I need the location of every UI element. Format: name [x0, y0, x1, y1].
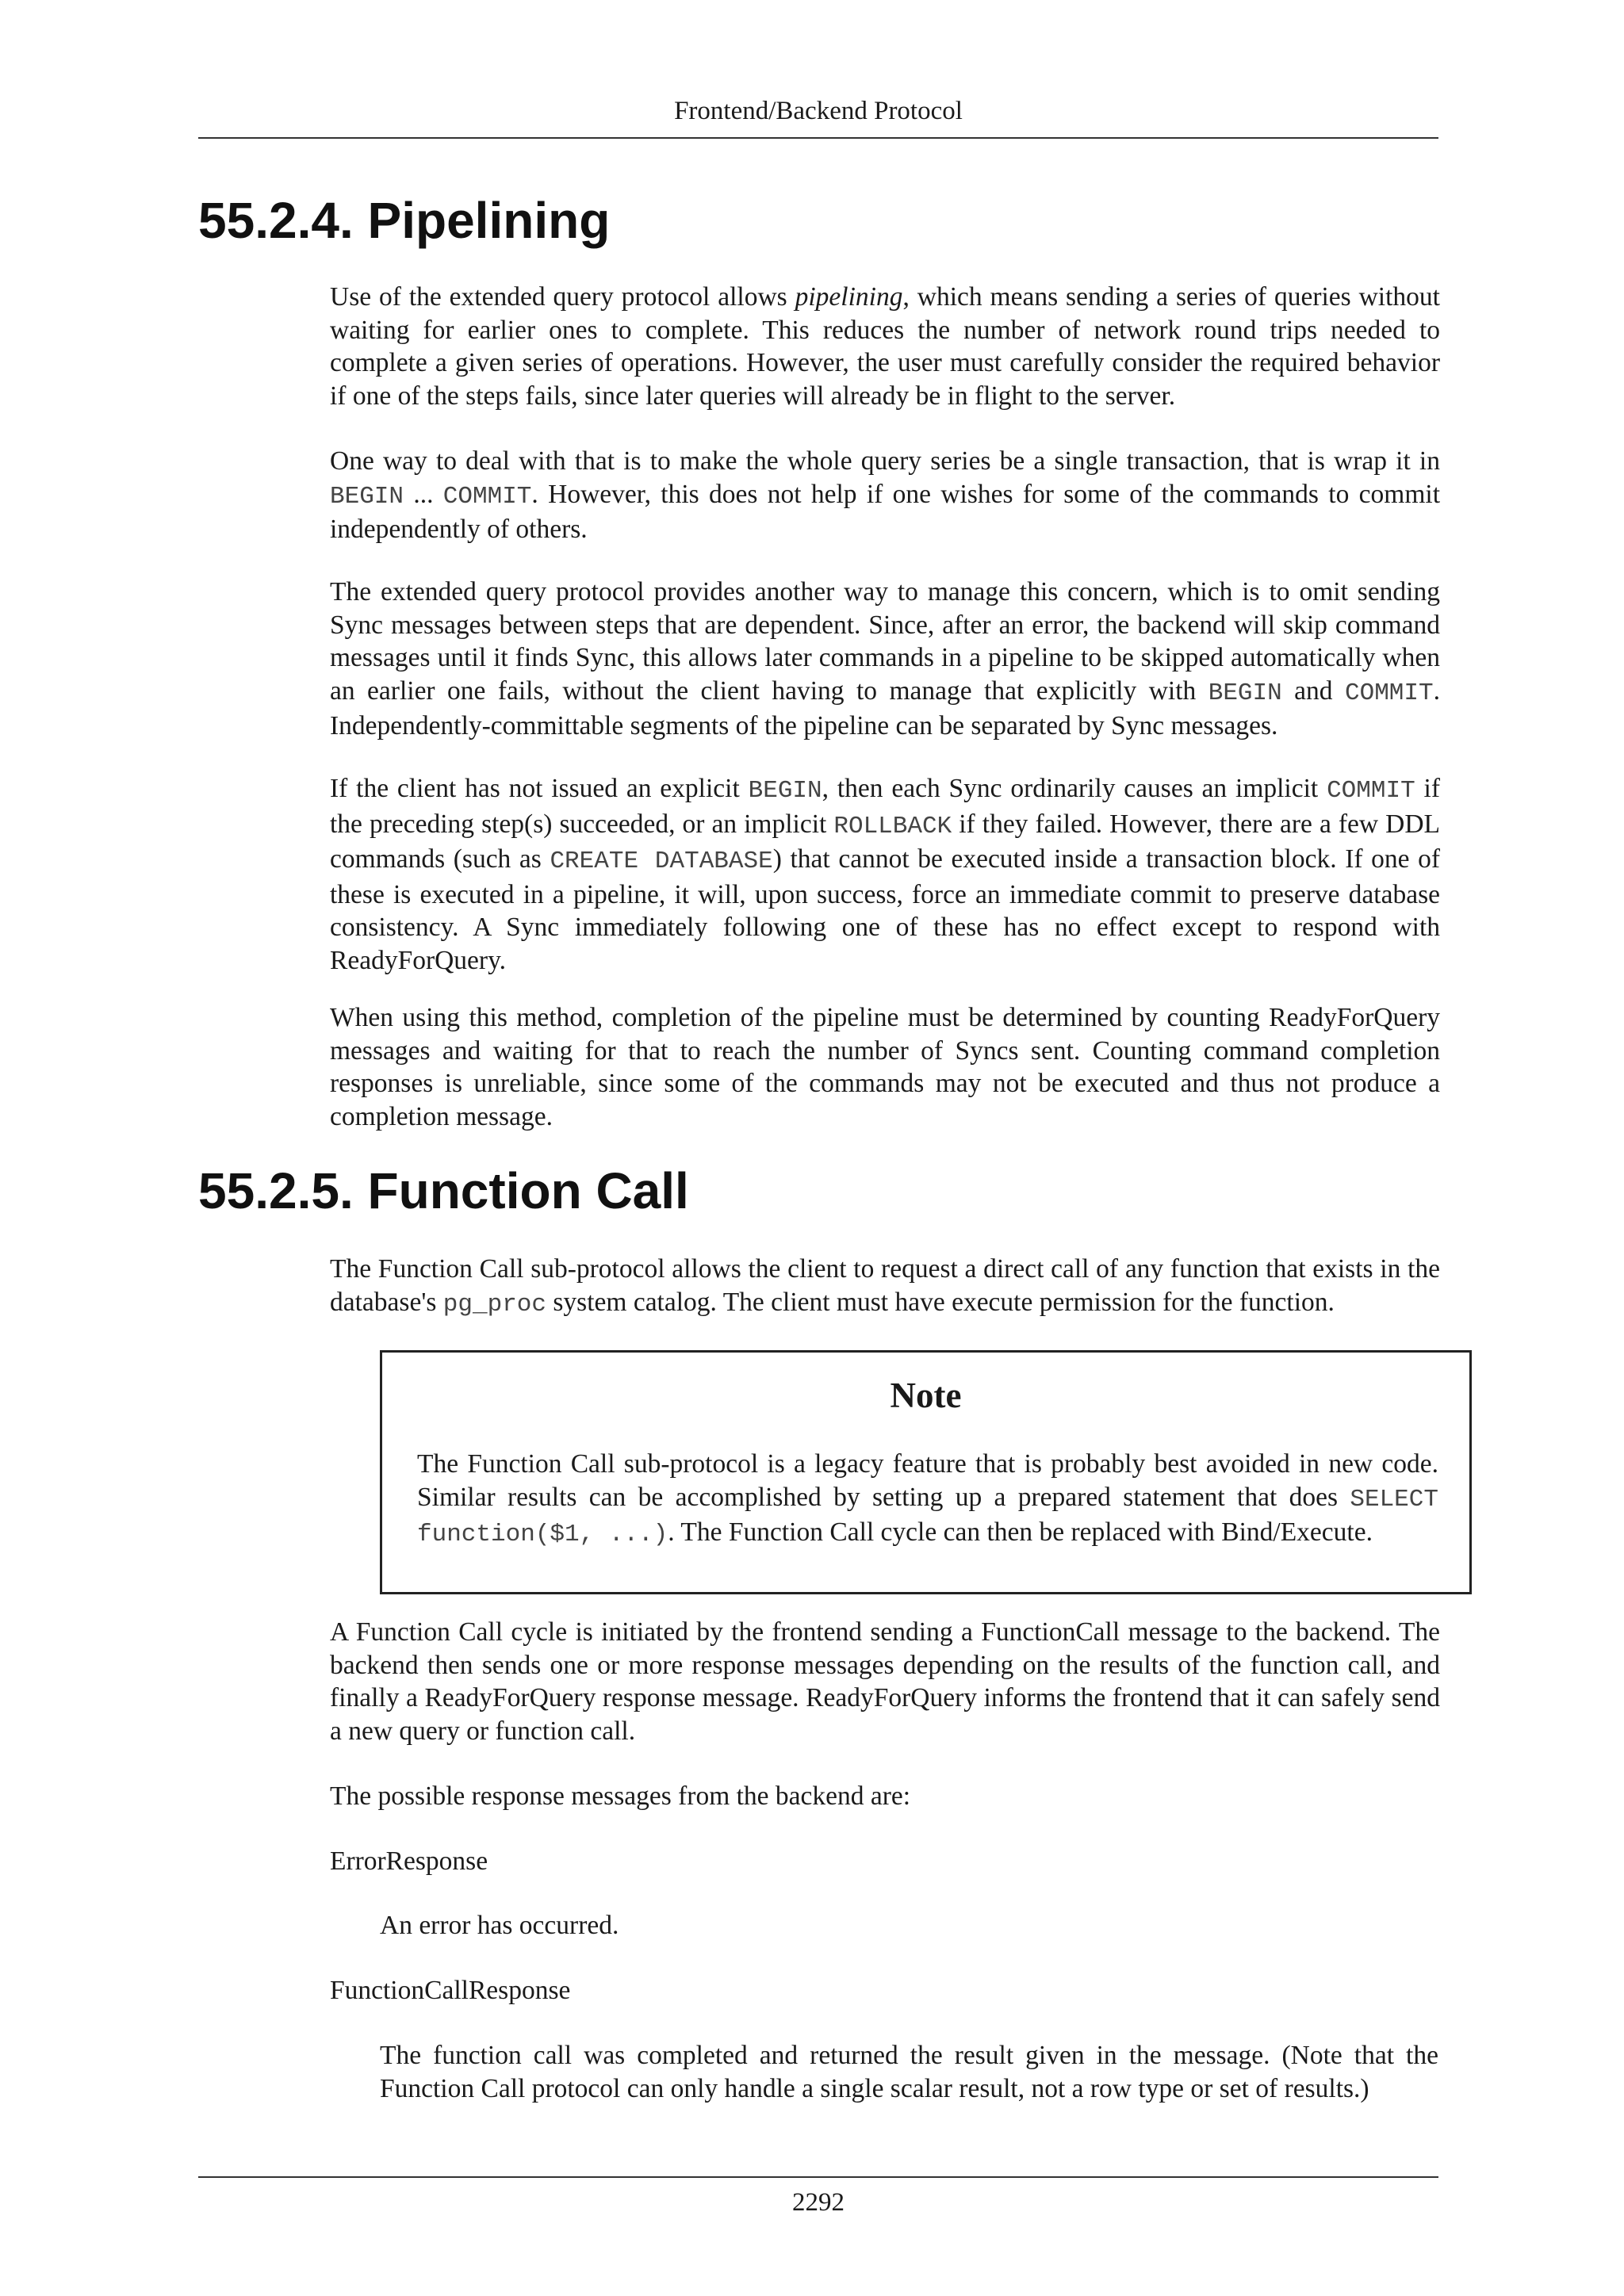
text-run: if the preceding step(s) succeeded, or an implicit	[330, 774, 1440, 839]
text-run: If the client has not issued an explicit	[330, 774, 749, 803]
note-text	[417, 1448, 1438, 1552]
text-run: . Independently-committable segments of the pipeline can be separated by Sync messages.	[330, 675, 1440, 740]
text-run: and	[1281, 675, 1345, 706]
term-error-response: ErrorResponse	[330, 1846, 488, 1876]
pipelining-paragraph-5: When using this method, completion of the pipeline must be determined by counting ReadyForQuery messages and waiting for that to reach the number of Syncs sent. Counting command completion responses is unreliable, since some of the commands may not be executed and thus not produce a completion message.	[330, 1003, 1440, 1131]
note-title: Note	[890, 1376, 962, 1415]
emphasis-pipelining: pipelining	[795, 282, 903, 312]
section-heading-function-call: 55.2.5. Function Call	[198, 1162, 689, 1219]
definition-function-call-response: The function call was completed and returned the result given in the message. (Note that the Function Call protocol can only handle a single scalar result, not a row type or set of results.)	[380, 2041, 1438, 2103]
function-call-paragraph-2: A Function Call cycle is initiated by the frontend sending a FunctionCall message to the backend. The backend then sends one or more response messages depending on the results of the function call, and finally a ReadyForQuery response message. ReadyForQuery informs the frontend that it can safely send a new query or function call.	[330, 1617, 1440, 1746]
text-run: ...	[404, 479, 443, 509]
section-heading-pipelining: 55.2.4. Pipelining	[198, 192, 611, 249]
code-begin: BEGIN	[748, 777, 822, 805]
pipelining-paragraph-2	[330, 445, 1440, 546]
text-run: . The Function Call cycle can then be replaced with Bind/Execute.	[668, 1517, 1373, 1547]
pipelining-paragraph-1	[330, 281, 1440, 412]
text-run: The Function Call sub-protocol is a legacy feature that is probably best avoided in new code. Similar results can be accomplished by setting up a prepared statement that does	[417, 1449, 1438, 1512]
code-select-function: SELECT function($1, ...)	[417, 1485, 1438, 1548]
footer-rule	[198, 2176, 1438, 2178]
running-header: Frontend/Backend Protocol	[674, 97, 963, 125]
function-call-paragraph-3: The possible response messages from the backend are:	[330, 1781, 911, 1811]
text-run: , then each Sync ordinarily causes an implicit	[822, 774, 1327, 803]
page-number: 2292	[792, 2188, 845, 2217]
text-run: One way to deal with that is to make the whole query series be a single transaction, that is wrap it in	[330, 446, 1440, 476]
code-rollback: ROLLBACK	[833, 812, 952, 840]
code-pg-proc: pg_proc	[442, 1290, 547, 1318]
pipelining-paragraph-4	[330, 772, 1440, 977]
text-run: . However, this does not help if one wishes for some of the commands to commit independently of others.	[330, 479, 1440, 544]
term-function-call-response: FunctionCallResponse	[330, 1976, 571, 2005]
pipelining-paragraph-3	[330, 576, 1440, 743]
note-box	[380, 1350, 1472, 1594]
text-run: The extended query protocol provides another way to manage this concern, which is to omit sending Sync messages between steps that are dependent. Since, after an error, the backend will skip command messages until it finds Sync, this allows later commands in a pipeline to be skipped automatically when an earlier one fails, without the client having to manage that explicitly with	[330, 577, 1440, 706]
definition-error-response: An error has occurred.	[380, 1911, 619, 1940]
text-run: The Function Call sub-protocol allows the client to request a direct call of any function that exists in the database's	[330, 1254, 1440, 1317]
text-run: if they failed. However, there are a few DDL commands (such as	[330, 809, 1440, 874]
code-create-database: CREATE DATABASE	[550, 848, 773, 875]
code-commit: COMMIT	[442, 482, 532, 511]
code-commit: COMMIT	[1345, 679, 1434, 707]
text-run: system catalog. The client must have execute permission for the function.	[546, 1287, 1335, 1317]
code-begin: BEGIN	[330, 482, 404, 511]
code-commit: COMMIT	[1327, 777, 1415, 805]
code-begin: BEGIN	[1208, 679, 1282, 707]
function-call-paragraph-1	[330, 1253, 1440, 1321]
header-rule	[198, 137, 1438, 139]
text-run: Use of the extended query protocol allows	[330, 282, 795, 312]
text-run: ) that cannot be executed inside a transaction block. If one of these is executed in a pipeline, it will, upon success, force an immediate commit to preserve database consistency. A Sync immediately following one of these has no effect except to respond with ReadyForQuery.	[330, 844, 1440, 975]
text-run: , which means sending a series of queries without waiting for earlier ones to complete. This reduces the number of network round trips needed to complete a given series of operations. However, the user must carefully consider the required behavior if one of the steps fails, since later queries will already be in flight to the server.	[330, 282, 1440, 411]
